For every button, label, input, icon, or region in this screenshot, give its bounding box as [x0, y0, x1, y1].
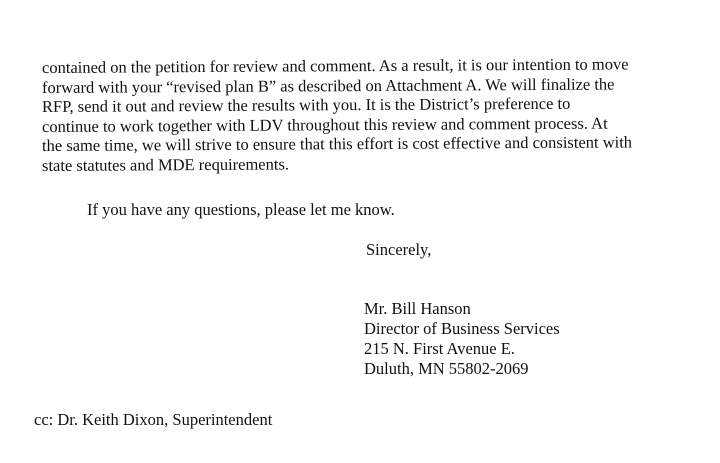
- cc-line: cc: Dr. Keith Dixon, Superintendent: [34, 410, 273, 429]
- body-line: contained on the petition for review and comment. As a result, it is our intention to move: [41, 54, 629, 77]
- body-line: the same time, we will strive to ensure that this effort is cost effective and consistent with: [41, 132, 633, 155]
- signer-title: Director of Business Services: [364, 319, 560, 338]
- signer-street: 215 N. First Avenue E.: [364, 339, 515, 358]
- body-line: continue to work together with LDV throughout this review and comment process. At: [41, 113, 608, 136]
- signer-city-state-zip: Duluth, MN 55802-2069: [364, 359, 529, 378]
- questions-paragraph: If you have any questions, please let me know.: [87, 200, 395, 219]
- body-line: state statutes and MDE requirements.: [41, 153, 290, 175]
- closing-salutation: Sincerely,: [366, 240, 432, 259]
- body-line: forward with your “revised plan B” as described on Attachment A. We will finalize the: [41, 74, 615, 97]
- body-paragraph: [41, 54, 682, 175]
- signature-block: [364, 299, 560, 379]
- body-line: RFP, send it out and review the results with you. It is the District’s preference to: [41, 93, 571, 116]
- signer-name: Mr. Bill Hanson: [364, 299, 471, 318]
